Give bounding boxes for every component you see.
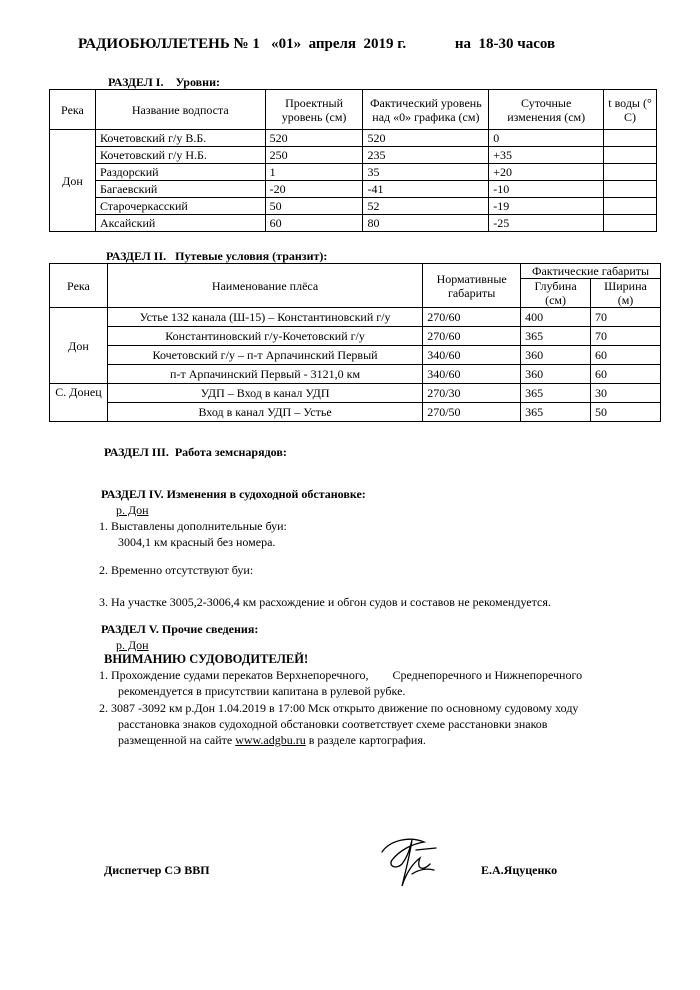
attention-heading: ВНИМАНИЮ СУДОВОДИТЕЛЕЙ! [104,652,309,666]
transit-norm: 340/60 [423,346,521,365]
levels-temp [604,198,657,215]
transit-norm: 270/60 [423,327,521,346]
section5-river: р. Дон [116,638,149,652]
transit-reach-name: УДП – Вход в канал УДП [107,384,422,403]
section5-item2-line1: 2. 3087 -3092 км р.Дон 1.04.2019 в 17:00 Мск открыто движение по основному судовому ходу [99,701,579,715]
levels-temp [604,147,657,164]
table-row [50,198,657,215]
levels-temp [604,130,657,147]
table-row [50,181,657,198]
dispatcher-role: Диспетчер СЭ ВВП [104,863,210,877]
section4-title: РАЗДЕЛ IV. Изменения в судоходной обстановке: [101,487,366,501]
section2-title: РАЗДЕЛ II. Путевые условия (транзит): [106,249,328,263]
levels-table [49,89,657,232]
levels-proj: -20 [265,181,363,198]
table-row [50,164,657,181]
transit-width: 60 [591,365,661,384]
transit-norm: 270/50 [423,403,521,422]
table-row [50,327,661,346]
section4-item2: 2. Временно отсутствуют буи: [99,563,254,577]
table-row [50,403,661,422]
table-row [50,130,657,147]
transit-header-fact: Фактические габариты [521,264,661,279]
transit-depth: 365 [521,327,591,346]
levels-change: +35 [489,147,604,164]
table-row [50,384,661,403]
table-row [50,346,661,365]
section5-item1-line2: рекомендуется в присутствии капитана в рулевой рубке. [118,684,406,698]
transit-width: 70 [591,327,661,346]
levels-post-name: Кочетовский г/у Н.Б. [95,147,265,164]
levels-post-name: Раздорский [95,164,265,181]
levels-proj: 50 [265,198,363,215]
transit-depth: 365 [521,403,591,422]
section5-item2-line3-post: в разделе картография. [305,733,426,747]
section4-item3: 3. На участке 3005,2-3006,4 км расхождение и обгон судов и составов не рекомендуется. [99,595,551,609]
levels-header-temp: t воды (° С) [604,90,657,130]
transit-norm: 270/30 [423,384,521,403]
transit-header-name: Наименование плёса [107,264,422,308]
transit-width: 60 [591,346,661,365]
transit-header-depth: Глубина (см) [521,279,591,308]
levels-temp [604,215,657,232]
site-link[interactable]: www.adgbu.ru [235,733,306,747]
levels-temp [604,181,657,198]
transit-depth: 365 [521,384,591,403]
transit-river: С. Донец [50,384,108,422]
section4-river: р. Дон [116,503,149,517]
levels-post-name: Старочеркасский [95,198,265,215]
transit-reach-name: Кочетовский г/у – п-т Арпачинский Первый [107,346,422,365]
transit-reach-name: Устье 132 канала (Ш-15) – Константиновский г/у [107,308,422,327]
transit-reach-name: п-т Арпачинский Первый - 3121,0 км [107,365,422,384]
table-row [50,215,657,232]
levels-fact: 52 [363,198,489,215]
transit-width: 50 [591,403,661,422]
table-row [50,308,661,327]
levels-proj: 1 [265,164,363,181]
transit-header-river: Река [50,264,108,308]
levels-header-fact: Фактический уровень над «0» графика (см) [363,90,489,130]
section1-title: РАЗДЕЛ I. Уровни: [108,75,220,89]
levels-header-proj: Проектный уровень (см) [265,90,363,130]
transit-depth: 360 [521,346,591,365]
transit-norm: 340/60 [423,365,521,384]
transit-depth: 360 [521,365,591,384]
levels-fact: -41 [363,181,489,198]
transit-table [49,263,661,422]
section5-title: РАЗДЕЛ V. Прочие сведения: [101,622,259,636]
page-title: РАДИОБЮЛЛЕТЕНЬ № 1 «01» апреля 2019 г. на 18-30 часов [78,36,556,52]
transit-norm: 270/60 [423,308,521,327]
section5-item1-line1: 1. Прохождение судами перекатов Верхнепоречного, Среднепоречного и Нижнепоречного [99,668,583,682]
transit-reach-name: Константиновский г/у-Кочетовский г/у [107,327,422,346]
transit-reach-name: Вход в канал УДП – Устье [107,403,422,422]
levels-header-post: Название водпоста [95,90,265,130]
levels-change: +20 [489,164,604,181]
section5-item2-line3-pre: размещенной на сайте [118,733,236,747]
levels-post-name: Кочетовский г/у В.Б. [95,130,265,147]
levels-fact: 235 [363,147,489,164]
levels-change: -25 [489,215,604,232]
levels-post-name: Багаевский [95,181,265,198]
dispatcher-name: Е.А.Яцуценко [481,863,558,877]
levels-proj: 250 [265,147,363,164]
table-row [50,147,657,164]
levels-fact: 520 [363,130,489,147]
signature-icon [372,830,444,892]
transit-width: 70 [591,308,661,327]
table-row [50,365,661,384]
section4-item1-detail: 3004,1 км красный без номера. [118,535,276,549]
levels-proj: 60 [265,215,363,232]
levels-river: Дон [50,130,96,232]
transit-river: Дон [50,308,108,384]
levels-change: 0 [489,130,604,147]
levels-fact: 35 [363,164,489,181]
levels-change: -19 [489,198,604,215]
transit-depth: 400 [521,308,591,327]
levels-post-name: Аксайский [95,215,265,232]
section5-item2-line3 [118,732,426,748]
levels-fact: 80 [363,215,489,232]
section3-title: РАЗДЕЛ III. Работа земснарядов: [104,445,287,459]
levels-header-change: Суточные изменения (см) [489,90,604,130]
levels-proj: 520 [265,130,363,147]
transit-header-norm: Нормативные габариты [423,264,521,308]
levels-change: -10 [489,181,604,198]
transit-header-width: Ширина (м) [591,279,661,308]
levels-temp [604,164,657,181]
levels-header-river: Река [50,90,96,130]
transit-width: 30 [591,384,661,403]
section5-item2-line2: расстановка знаков судоходной обстановки соответствует схеме расстановки знаков [118,717,548,731]
section4-item1: 1. Выставлены дополнительные буи: [99,519,287,533]
